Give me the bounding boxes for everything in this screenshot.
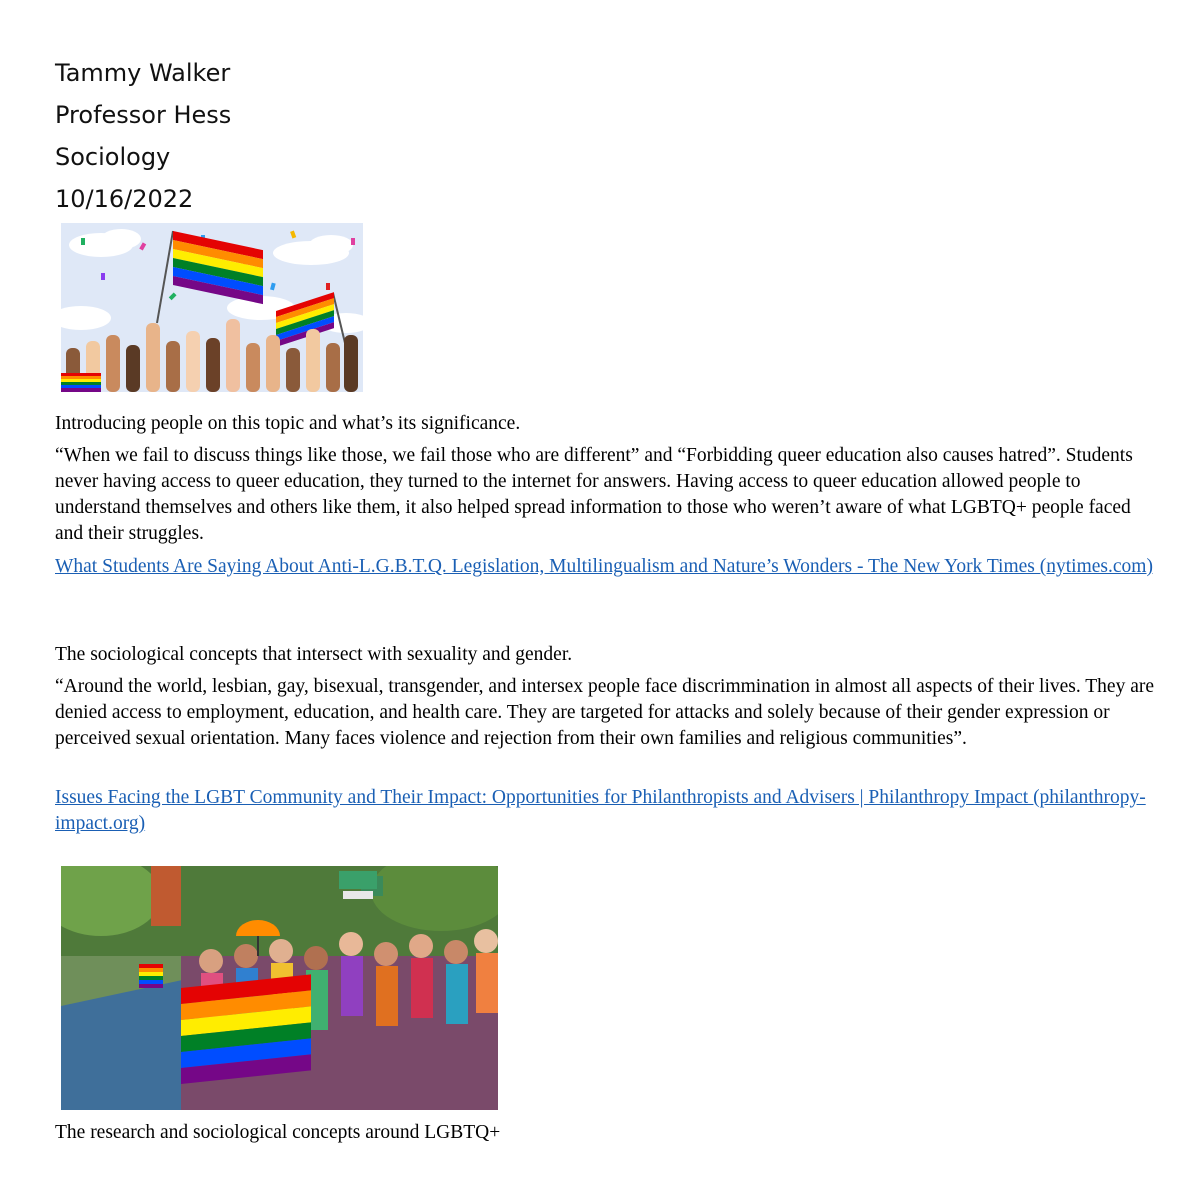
- section-body-concepts: “Around the world, lesbian, gay, bisexual, transgender, and intersex people face discrimmination in almost all aspects of their lives. They are denied access to employment, education, and health care. They are targeted for attacks and solely because of their gender expression or perceived sexual orientation. Many faces violence and rejection from their own families and religious communities”.: [55, 676, 1155, 749]
- philanthropy-impact-link[interactable]: Issues Facing the LGBT Community and Their Impact: Opportunities for Philanthropists and Advisers | Philanthropy Impact (philanthropy-impact.org): [55, 787, 1146, 834]
- section-heading-concepts: The sociological concepts that intersect with sexuality and gender.: [55, 644, 573, 665]
- student-name: Tammy Walker: [55, 59, 231, 87]
- section-heading-significance: Introducing people on this topic and what’s its significance.: [55, 413, 521, 434]
- nytimes-article-link[interactable]: What Students Are Saying About Anti-L.G.B.T.Q. Legislation, Multilingualism and Nature’s Wonders - The New York Times (nytimes.com): [55, 556, 1153, 577]
- professor-name: Professor Hess: [55, 101, 232, 129]
- section-body-significance: “When we fail to discuss things like those, we fail those who are different” and “Forbidding queer education also causes hatred”. Students never having access to queer education, they turned to the internet for answers. Having access to queer education allowed people to understand themselves and others like them, it also helped spread information to those who weren’t aware of what LGBTQ+ people faced and their struggles.: [55, 445, 1133, 544]
- pride-parade-photo-icon: [61, 866, 498, 1110]
- course-name: Sociology: [55, 143, 171, 171]
- document-date: 10/16/2022: [55, 185, 194, 213]
- section-heading-research: The research and sociological concepts around LGBTQ+: [55, 1122, 501, 1143]
- pride-celebration-illustration-icon: [61, 223, 363, 392]
